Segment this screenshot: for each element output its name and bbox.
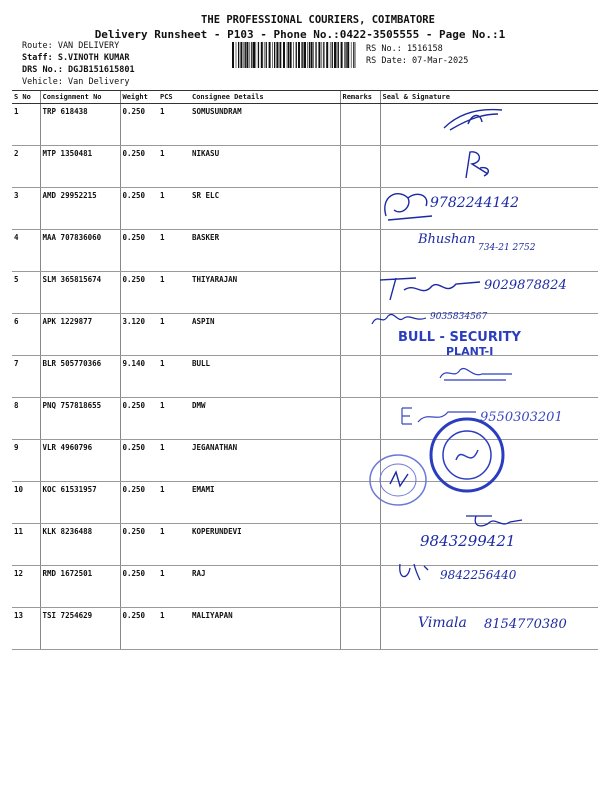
cell-pcs: 1: [158, 608, 190, 650]
cell-pcs: 1: [158, 566, 190, 608]
row6-note: 9035834567: [430, 312, 488, 322]
cell-sno: 6: [12, 314, 40, 356]
cell-sno: 9: [12, 440, 40, 482]
cell-pcs: 1: [158, 356, 190, 398]
cell-weight: 0.250: [120, 440, 158, 482]
cell-weight: 0.250: [120, 230, 158, 272]
col-consignment: Consignment No: [40, 91, 120, 104]
cell-sno: 3: [12, 188, 40, 230]
cell-pcs: 1: [158, 272, 190, 314]
cell-consignee: SOMUSUNDRAM: [190, 104, 340, 146]
cell-pcs: 1: [158, 188, 190, 230]
cell-consignment: MAA 707836060: [40, 230, 120, 272]
cell-sno: 5: [12, 272, 40, 314]
cell-pcs: 1: [158, 104, 190, 146]
vehicle-label: Vehicle: Van Delivery: [22, 77, 130, 87]
cell-weight: 0.250: [120, 272, 158, 314]
runsheet-info-left: [22, 40, 135, 88]
signature-row-11: [462, 512, 526, 530]
cell-sno: 10: [12, 482, 40, 524]
company-seal-stamp: [426, 414, 508, 496]
signature-row-2: [458, 148, 498, 182]
cell-sno: 12: [12, 566, 40, 608]
runsheet-title: Delivery Runsheet - P103 - Phone No.:0422-3505555 - Page No.:1: [94, 28, 506, 41]
col-consignee: Consignee Details: [190, 91, 340, 104]
cell-weight: 0.250: [120, 146, 158, 188]
cell-pcs: 1: [158, 314, 190, 356]
cell-consignee: EMAMI: [190, 482, 340, 524]
cell-consignment: BLR 505770366: [40, 356, 120, 398]
cell-consignment: PNQ 757818655: [40, 398, 120, 440]
cell-sno: 1: [12, 104, 40, 146]
cell-consignment: KOC 61531957: [40, 482, 120, 524]
cell-weight: 0.250: [120, 188, 158, 230]
row4-name: Bhushan: [418, 232, 476, 247]
cell-weight: 0.250: [120, 524, 158, 566]
cell-weight: 0.250: [120, 482, 158, 524]
route-label: Route: VAN DELIVERY: [22, 41, 120, 51]
cell-pcs: 1: [158, 146, 190, 188]
cell-consignment: APK 1229877: [40, 314, 120, 356]
cell-consignee: ASPIN: [190, 314, 340, 356]
cell-remarks: [340, 188, 380, 230]
cell-consignee: SR ELC: [190, 188, 340, 230]
cell-remarks: [340, 608, 380, 650]
cell-weight: 9.140: [120, 356, 158, 398]
signature-row-5: [376, 272, 486, 302]
cell-consignee: DMW: [190, 398, 340, 440]
cell-weight: 0.250: [120, 398, 158, 440]
cell-remarks: [340, 398, 380, 440]
signature-row-7: [436, 360, 516, 384]
col-weight: Weight: [120, 91, 158, 104]
row3-phone: 9782244142: [430, 195, 520, 211]
row13-name: Vimala: [418, 615, 467, 631]
round-seal-stamp: [362, 450, 430, 510]
runsheet-info-right: [366, 43, 468, 67]
company-title: THE PROFESSIONAL COURIERS, COIMBATORE: [201, 14, 435, 26]
col-sno: S No: [12, 91, 40, 104]
cell-consignment: SLM 365815674: [40, 272, 120, 314]
col-pcs: PCS: [158, 91, 190, 104]
row4-note: 734-21 2752: [478, 243, 536, 253]
cell-pcs: 1: [158, 230, 190, 272]
cell-pcs: 1: [158, 482, 190, 524]
cell-remarks: [340, 230, 380, 272]
rs-number: RS No.: 1516158: [366, 44, 443, 54]
cell-consignment: AMD 29952215: [40, 188, 120, 230]
cell-consignment: VLR 4960796: [40, 440, 120, 482]
col-seal-signature: Seal & Signature: [380, 91, 598, 104]
cell-consignment: MTP 1350481: [40, 146, 120, 188]
table-row: [12, 146, 598, 188]
cell-consignee: KOPERUNDEVI: [190, 524, 340, 566]
cell-consignee: NIKASU: [190, 146, 340, 188]
row8-phone: 9550303201: [480, 410, 563, 425]
cell-remarks: [340, 146, 380, 188]
table-header-row: [12, 91, 598, 104]
cell-weight: 0.250: [120, 566, 158, 608]
cell-sno: 7: [12, 356, 40, 398]
cell-pcs: 1: [158, 524, 190, 566]
signature-row-12: [396, 560, 432, 584]
signature-row-6: [370, 308, 430, 328]
barcode-image: [232, 42, 356, 68]
row12-phone: 9842256440: [440, 568, 517, 582]
cell-weight: 0.250: [120, 608, 158, 650]
rs-date: RS Date: 07-Mar-2025: [366, 56, 469, 66]
cell-weight: 3.120: [120, 314, 158, 356]
cell-pcs: 1: [158, 398, 190, 440]
cell-consignment: RMD 1672501: [40, 566, 120, 608]
drs-number: DRS No.: DGJB151615801: [22, 65, 135, 75]
row7-stamp-line2: PLANT-I: [446, 345, 494, 358]
cell-consignee: BULL: [190, 356, 340, 398]
cell-remarks: [340, 566, 380, 608]
cell-consignee: BASKER: [190, 230, 340, 272]
cell-consignment: TSI 7254629: [40, 608, 120, 650]
cell-consignee: MALIYAPAN: [190, 608, 340, 650]
cell-remarks: [340, 104, 380, 146]
cell-consignment: TRP 618438: [40, 104, 120, 146]
cell-sno: 2: [12, 146, 40, 188]
row7-stamp-line1: BULL - SECURITY: [398, 330, 521, 345]
cell-consignee: RAJ: [190, 566, 340, 608]
col-remarks: Remarks: [340, 91, 380, 104]
cell-remarks: [340, 524, 380, 566]
cell-sno: 13: [12, 608, 40, 650]
cell-sno: 4: [12, 230, 40, 272]
row5-phone: 9029878824: [484, 278, 567, 293]
row11-phone: 9843299421: [420, 532, 516, 550]
cell-sno: 11: [12, 524, 40, 566]
table-row: [12, 104, 598, 146]
cell-weight: 0.250: [120, 104, 158, 146]
row13-phone: 8154770380: [484, 617, 567, 632]
cell-sno: 8: [12, 398, 40, 440]
table-row: [12, 440, 598, 482]
cell-consignee: JEGANATHAN: [190, 440, 340, 482]
cell-remarks: [340, 356, 380, 398]
signature-row-3: [378, 186, 438, 226]
cell-consignment: KLK 8236488: [40, 524, 120, 566]
staff-label: Staff: S.VINOTH KUMAR: [22, 53, 130, 63]
cell-pcs: 1: [158, 440, 190, 482]
signature-row-1: [440, 104, 510, 134]
cell-consignee: THIYARAJAN: [190, 272, 340, 314]
